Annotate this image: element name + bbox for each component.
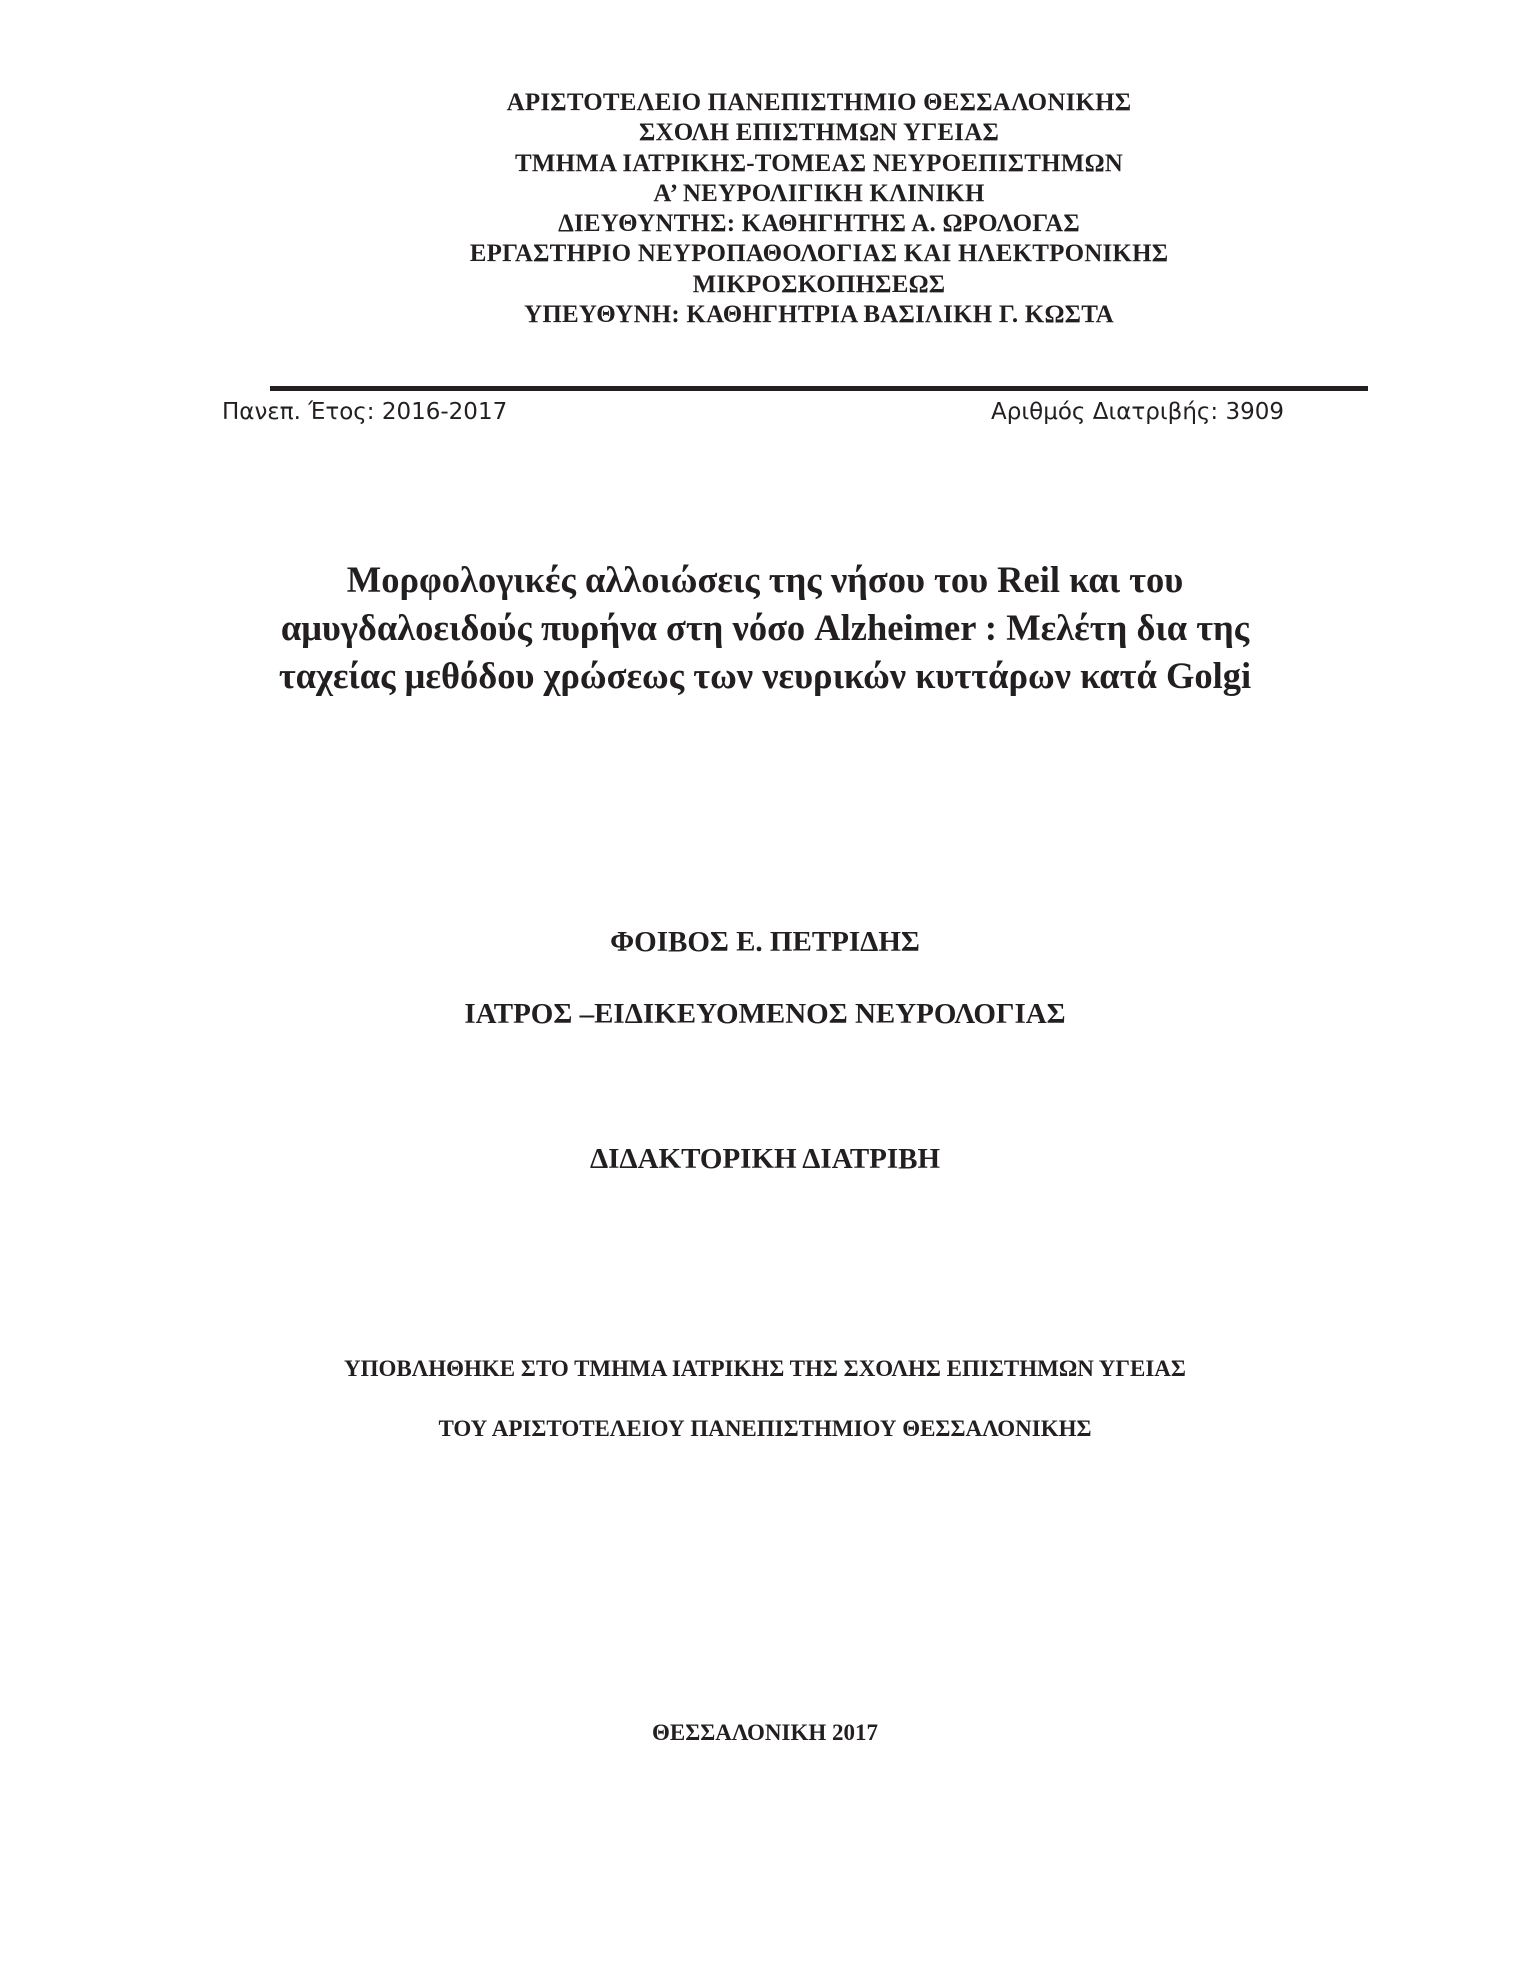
submission-statement (0, 1354, 1530, 1384)
thesis-number: Αριθμός Διατριβής: 3909 (991, 399, 1284, 425)
submission-statement-cont (0, 1414, 1530, 1444)
author-name (0, 924, 1530, 960)
header-divider (270, 386, 1368, 391)
thesis-title-line: αμυγδαλοειδούς πυρήνα στη νόσο Alzheimer : Μελέτη δια της (280, 607, 1250, 648)
header-line-clinic: Α’ ΝΕΥΡΟΛΙΓΙΚΗ ΚΛΙΝΙΚΗ (653, 179, 985, 207)
header-line-school: ΣΧΟΛΗ ΕΠΙΣΤΗΜΩΝ ΥΓΕΙΑΣ (638, 119, 1000, 147)
thesis-type-text: ΔΙΔΑΚΤΟΡΙΚΗ ΔΙΑΤΡΙΒΗ (589, 1143, 941, 1175)
header-line-director: ΔΙΕΥΘΥΝΤΗΣ: ΚΑΘΗΓΗΤΗΣ Α. ΩΡΟΛΟΓΑΣ (558, 210, 1080, 238)
author-role-text: ΙΑΤΡΟΣ –ΕΙΔΙΚΕΥΟΜΕΝΟΣ ΝΕΥΡΟΛΟΓΙΑΣ (464, 998, 1066, 1030)
header-line-laboratory: ΕΡΓΑΣΤΗΡΙΟ ΝΕΥΡΟΠΑΘΟΛΟΓΙΑΣ ΚΑΙ ΗΛΕΚΤΡΟΝΙΚΗΣ (469, 240, 1169, 268)
place-and-year (0, 1718, 1530, 1748)
author-role (0, 996, 1530, 1032)
submission-line: ΥΠΟΒΛΗΘΗΚΕ ΣΤΟ ΤΜΗΜΑ ΙΑΤΡΙΚΗΣ ΤΗΣ ΣΧΟΛΗΣ ΕΠΙΣΤΗΜΩΝ ΥΓΕΙΑΣ (344, 1356, 1186, 1381)
header-line-supervisor: ΥΠΕΥΘΥΝΗ: ΚΑΘΗΓΗΤΡΙΑ ΒΑΣΙΛΙΚΗ Γ. ΚΩΣΤΑ (524, 301, 1114, 329)
submission-line: ΤΟΥ ΑΡΙΣΤΟΤΕΛΕΙΟΥ ΠΑΝΕΠΙΣΤΗΜΙΟΥ ΘΕΣΣΑΛΟΝΙΚΗΣ (438, 1416, 1092, 1441)
thesis-title-line: Μορφολογικές αλλοιώσεις της νήσου του Reil και του (346, 559, 1184, 600)
thesis-title-line: ταχείας μεθόδου χρώσεως των νευρικών κυττάρων κατά Golgi (278, 655, 1252, 696)
header-line-department: ΤΜΗΜΑ ΙΑΤΡΙΚΗΣ-ΤΟΜΕΑΣ ΝΕΥΡΟΕΠΙΣΤΗΜΩΝ (514, 149, 1124, 177)
thesis-title (150, 556, 1380, 700)
header-line-laboratory-cont: ΜΙΚΡΟΣΚΟΠΗΣΕΩΣ (692, 270, 946, 298)
place-and-year-text: ΘΕΣΣΑΛΟΝΙΚΗ 2017 (651, 1720, 879, 1745)
thesis-type (0, 1141, 1530, 1177)
institution-header (0, 88, 1530, 330)
academic-year: Πανεπ. Έτος: 2016-2017 (222, 399, 508, 425)
author-name-text: ΦΟΙΒΟΣ Ε. ΠΕΤΡΙΔΗΣ (610, 926, 920, 958)
header-line-university: ΑΡΙΣΤΟΤΕΛΕΙΟ ΠΑΝΕΠΙΣΤΗΜΙΟ ΘΕΣΣΑΛΟΝΙΚΗΣ (506, 89, 1132, 116)
